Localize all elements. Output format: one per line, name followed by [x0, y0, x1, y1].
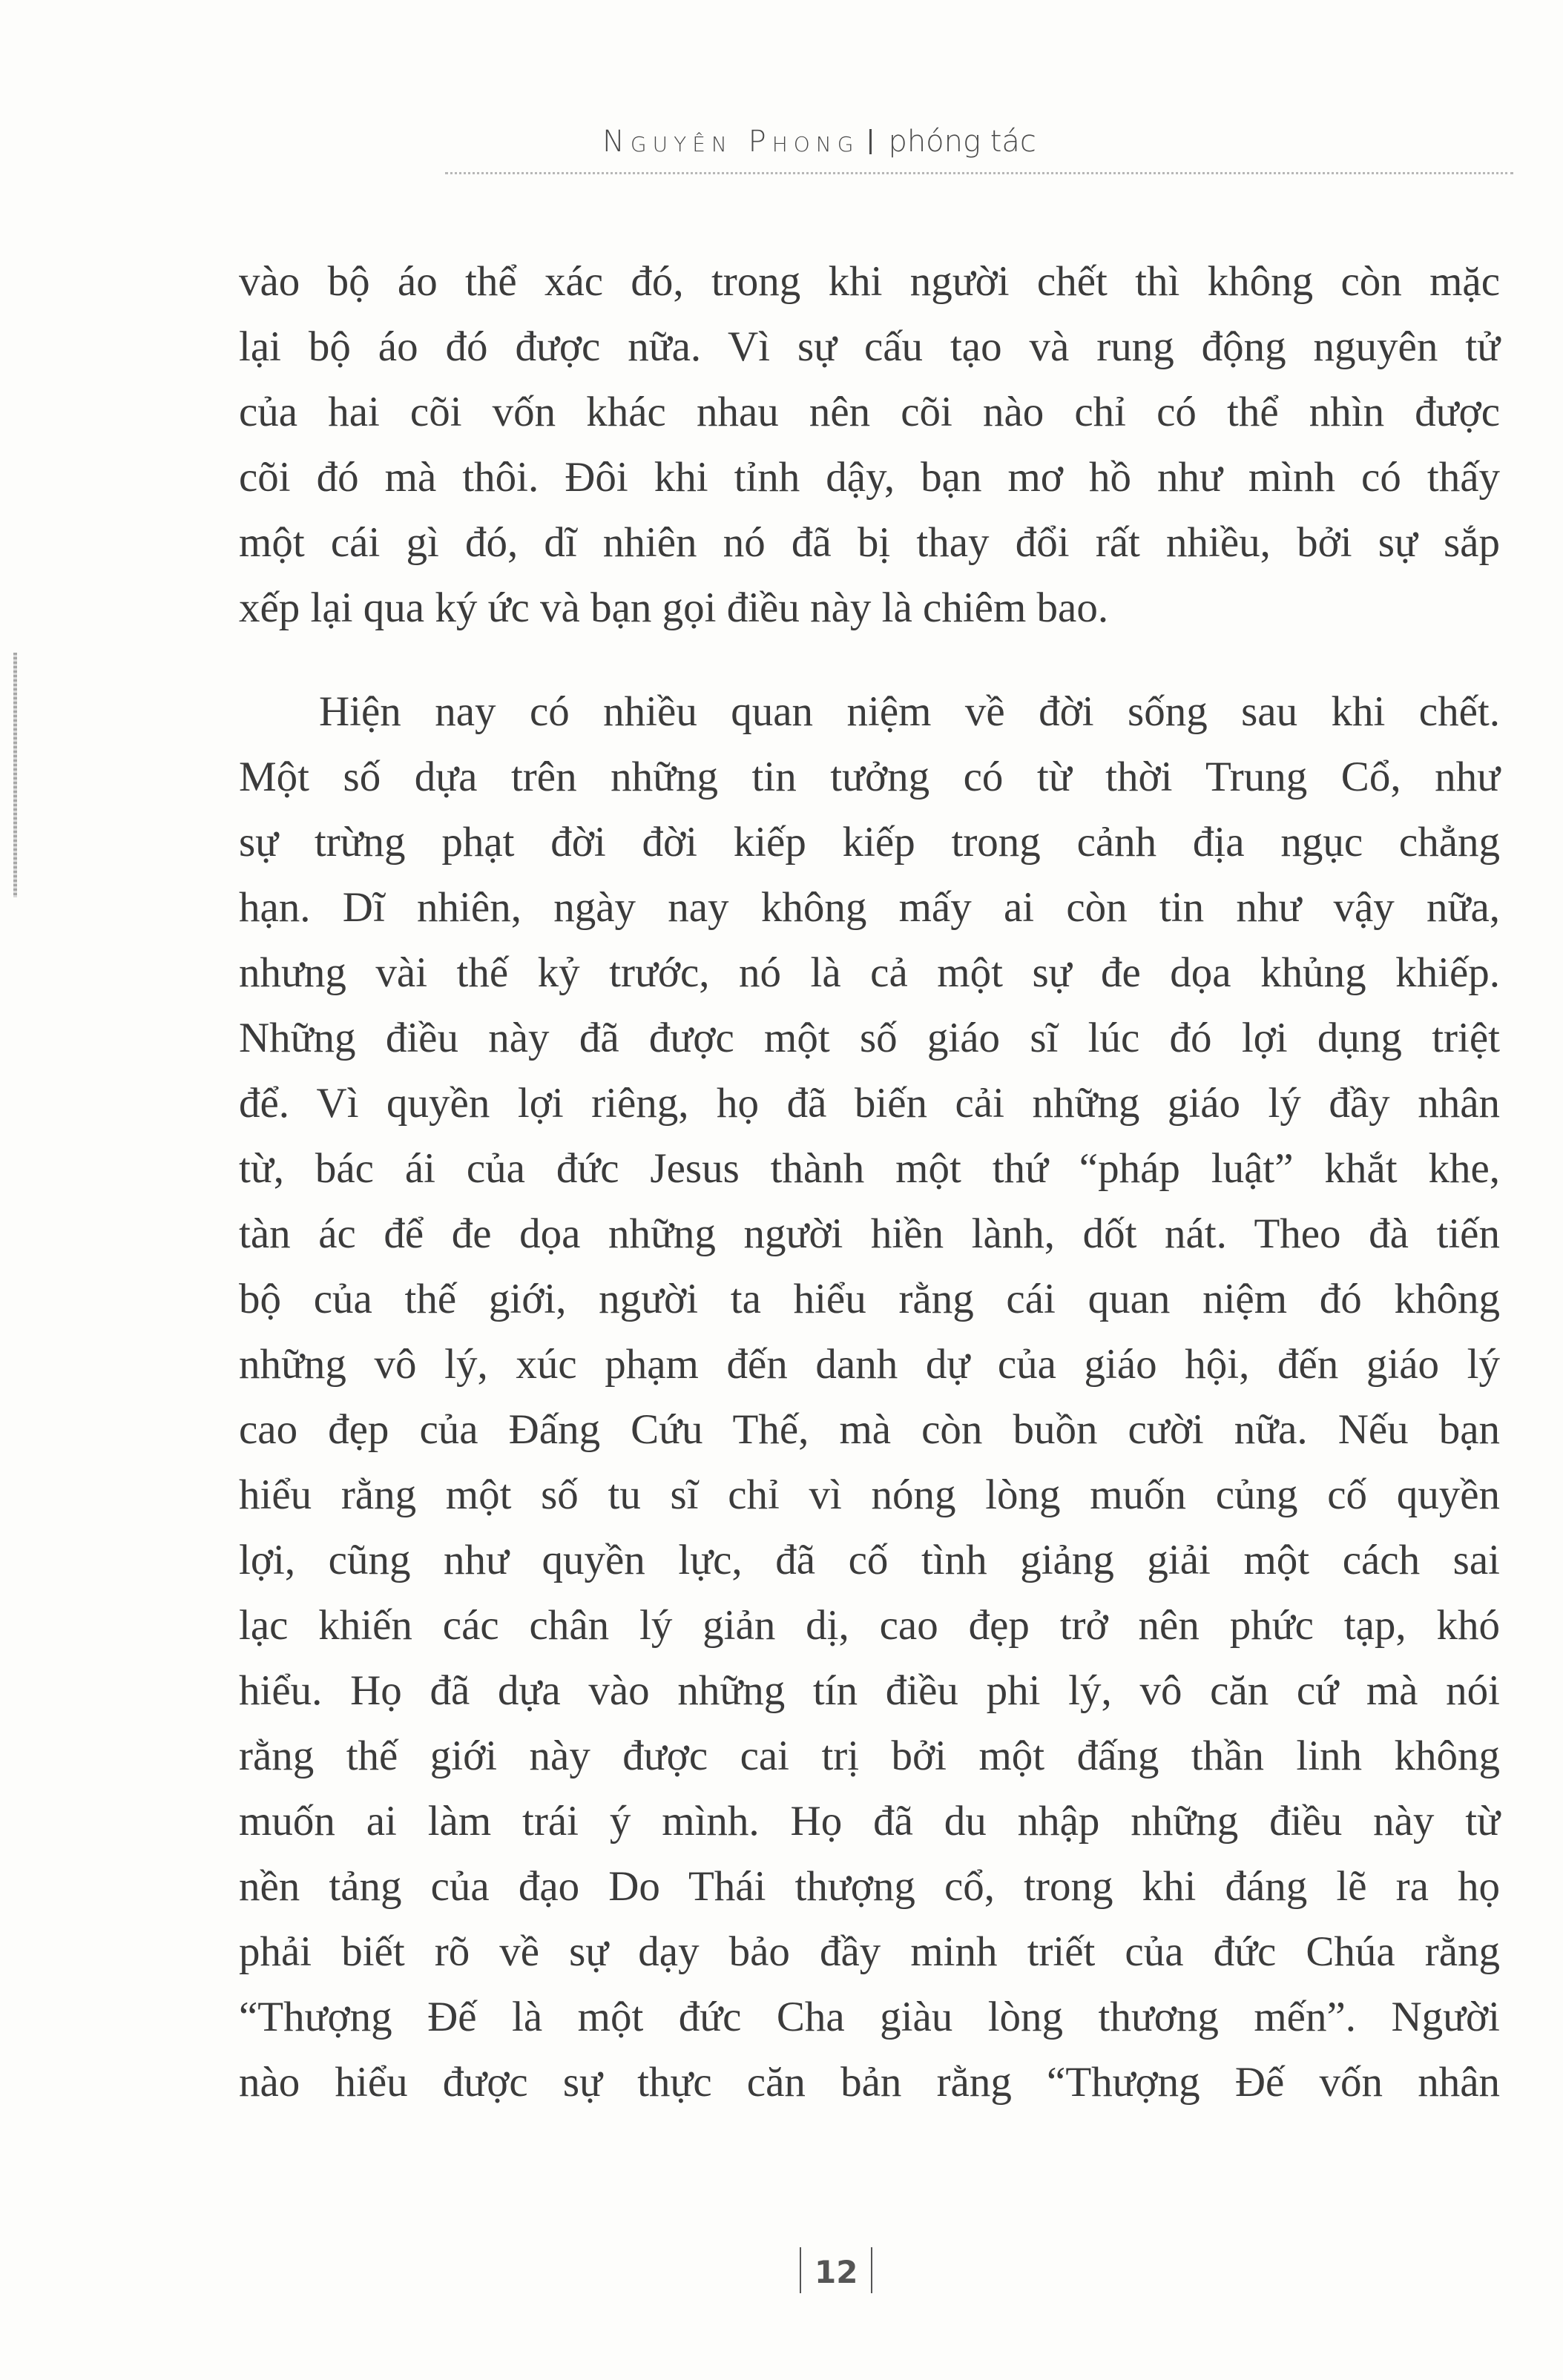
text-line: nào hiểu được sự thực căn bản rằng “Thượng Đế vốn nhân: [239, 2059, 1500, 2106]
text-line: cao đẹp của Đấng Cứu Thế, mà còn buồn cười nữa. Nếu bạn: [239, 1406, 1500, 1453]
text-line: Hiện nay có nhiều quan niệm về đời sống sau khi chết.: [319, 688, 1500, 735]
header-role: phóng tác: [888, 125, 1036, 159]
header-dotted-rule: [445, 172, 1513, 174]
text-line: xếp lại qua ký ức và bạn gọi điều này là chiêm bao.: [239, 584, 1109, 631]
text-line: cõi đó mà thôi. Đôi khi tỉnh dậy, bạn mơ hồ như mình có thấy: [239, 454, 1500, 501]
text-line: hạn. Dĩ nhiên, ngày nay không mấy ai còn tin như vậy nữa,: [239, 884, 1500, 931]
header-separator: [869, 129, 872, 154]
text-line: hiểu. Họ đã dựa vào những tín điều phi lý, vô căn cứ mà nói: [239, 1667, 1500, 1714]
paragraph-gap: [239, 641, 1500, 679]
text-line: Một số dựa trên những tin tưởng có từ thời Trung Cổ, như: [239, 754, 1500, 800]
page-number-value: 12: [815, 2254, 858, 2290]
body-text: [239, 249, 1500, 2115]
page-number-left-bar: [800, 2247, 801, 2293]
text-line: vào bộ áo thể xác đó, trong khi người chết thì không còn mặc: [239, 258, 1500, 305]
text-line: để. Vì quyền lợi riêng, họ đã biến cải những giáo lý đầy nhân: [239, 1080, 1500, 1127]
text-line: một cái gì đó, dĩ nhiên nó đã bị thay đổi rất nhiều, bởi sự sắp: [239, 519, 1500, 566]
text-line: “Thượng Đế là một đức Cha giàu lòng thương mến”. Người: [239, 1994, 1500, 2040]
text-line: muốn ai làm trái ý mình. Họ đã du nhập những điều này từ: [239, 1798, 1500, 1845]
text-line: từ, bác ái của đức Jesus thành một thứ “pháp luật” khắt khe,: [239, 1145, 1500, 1192]
text-line: lạc khiến các chân lý giản dị, cao đẹp trở nên phức tạp, khó: [239, 1602, 1500, 1649]
text-line: rằng thế giới này được cai trị bởi một đấng thần linh không: [239, 1733, 1500, 1779]
text-line: hiểu rằng một số tu sĩ chỉ vì nóng lòng muốn củng cố quyền: [239, 1471, 1500, 1518]
page-number: [786, 2247, 886, 2293]
text-line: bộ của thế giới, người ta hiểu rằng cái quan niệm đó không: [239, 1276, 1500, 1322]
text-line: của hai cõi vốn khác nhau nên cõi nào chỉ có thể nhìn được: [239, 389, 1500, 435]
text-line: những vô lý, xúc phạm đến danh dự của giáo hội, đến giáo lý: [239, 1341, 1500, 1388]
running-header: [602, 125, 1036, 159]
scan-binding-edge: [13, 653, 17, 897]
text-line: nhưng vài thế kỷ trước, nó là cả một sự đe dọa khủng khiếp.: [239, 949, 1500, 996]
text-line: lợi, cũng như quyền lực, đã cố tình giảng giải một cách sai: [239, 1537, 1500, 1583]
text-line: nền tảng của đạo Do Thái thượng cổ, trong khi đáng lẽ ra họ: [239, 1863, 1500, 1910]
header-author: Nguyên Phong: [602, 125, 860, 159]
page-number-right-bar: [871, 2247, 872, 2293]
text-line: tàn ác để đe dọa những người hiền lành, dốt nát. Theo đà tiến: [239, 1210, 1500, 1257]
text-line: Những điều này đã được một số giáo sĩ lúc đó lợi dụng triệt: [239, 1015, 1500, 1061]
text-line: phải biết rõ về sự dạy bảo đầy minh triết của đức Chúa rằng: [239, 1928, 1500, 1975]
text-line: sự trừng phạt đời đời kiếp kiếp trong cảnh địa ngục chẳng: [239, 819, 1500, 866]
text-line: lại bộ áo đó được nữa. Vì sự cấu tạo và rung động nguyên tử: [239, 323, 1500, 370]
